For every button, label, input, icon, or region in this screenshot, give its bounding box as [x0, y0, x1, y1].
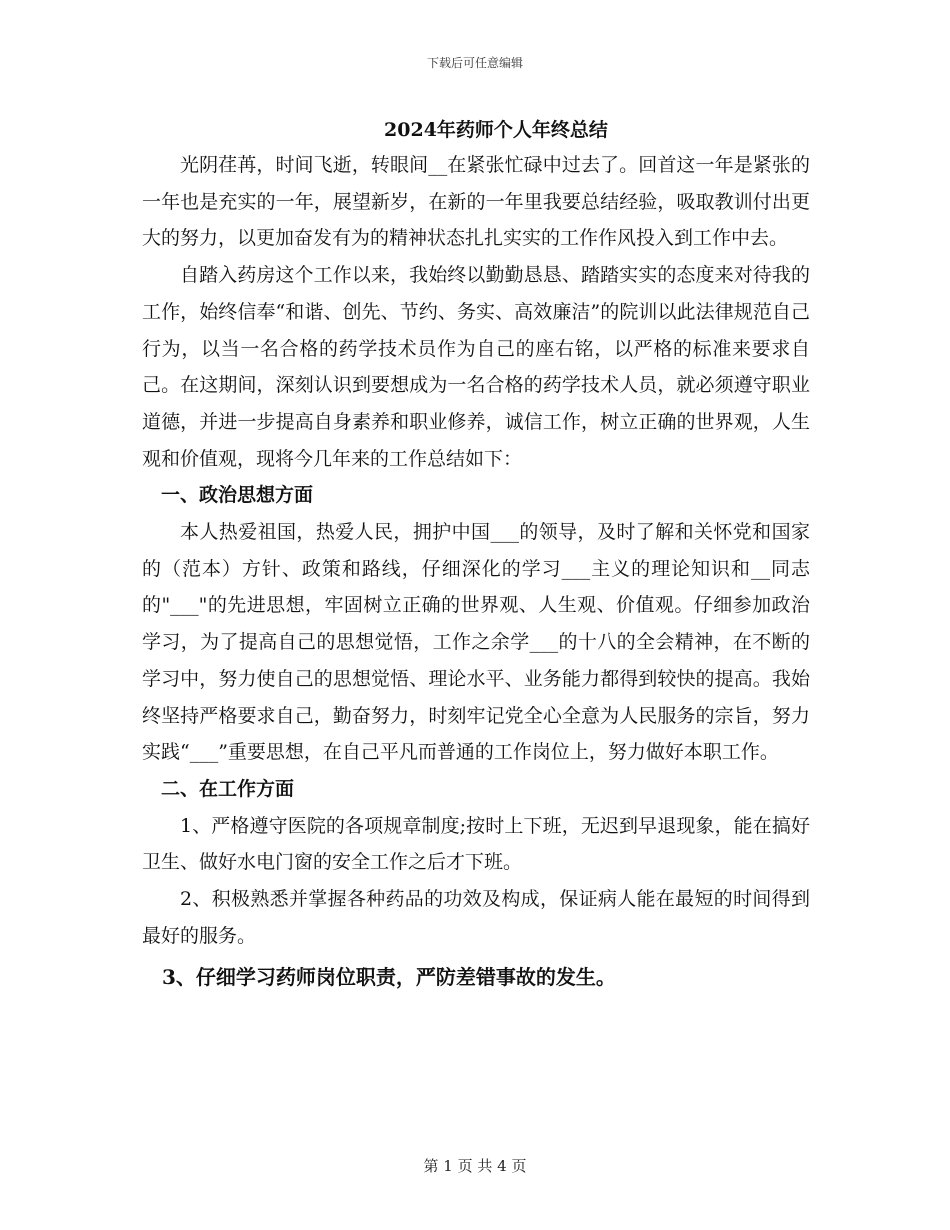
section-heading-politics: 一、政治思想方面	[161, 484, 314, 507]
paragraph-politics: 本人热爱祖国，热爱人民，拥护中国___的领导，及时了解和关怀党和国家的（范本）方针、政策和路线，仔细深化的学习___主义的理论知识和__同志的"___"的先进思想，牢固树立正确的世界观、人生观、价值观。仔细参加政治学习，为了提高自己的思想觉悟，工作之余学___的十八的全会精神，在不断的学习中，努力使自己的思想觉悟、理论水平、业务能力都得到较快的提高。我始终坚持严格要求自己，勤奋努力，时刻牢记党全心全意为人民服务的宗旨，努力实践“___”重要思想，在自己平凡而普通的工作岗位上，努力做好本职工作。	[142, 521, 810, 764]
section-heading-work: 二、在工作方面	[161, 777, 295, 800]
paragraph-work-item-3: 3、仔细学习药师岗位职责，严防差错事故的发生。	[162, 965, 616, 990]
document-title: 2024年药师个人年终总结	[384, 119, 608, 141]
paragraph-work-item-2: 2、积极熟悉并掌握各种药品的功效及构成，保证病人能在最短的时间得到最好的服务。	[142, 888, 810, 947]
page-number: 第 1 页 共 4 页	[423, 1157, 527, 1175]
paragraph-overview: 自踏入药房这个工作以来，我始终以勤勤恳恳、踏踏实实的态度来对待我的工作，始终信奉“和谐、创先、节约、务实、高效廉洁”的院训以此法律规范自己行为，以当一名合格的药学技术员作为自己的座右铭，以严格的标准来要求自己。在这期间，深刻认识到要想成为一名合格的药学技术人员，就必须遵守职业道德，并进一步提高自身素养和职业修养，诚信工作，树立正确的世界观，人生观和价值观，现将今几年来的工作总结如下：	[142, 264, 810, 470]
header-note: 下载后可任意编辑	[426, 56, 523, 70]
document-body	[142, 147, 810, 996]
paragraph-intro: 光阴荏苒，时间飞逝，转眼间__在紧张忙碌中过去了。回首这一年是紧张的一年也是充实的一年，展望新岁，在新的一年里我要总结经验，吸取教训付出更大的努力，以更加奋发有为的精神状态扎扎实实的工作作风投入到工作中去。	[142, 154, 810, 250]
paragraph-work-item-1: 1、严格遵守医院的各项规章制度;按时上下班，无迟到早退现象，能在搞好卫生、做好水电门窗的安全工作之后才下班。	[142, 814, 810, 874]
